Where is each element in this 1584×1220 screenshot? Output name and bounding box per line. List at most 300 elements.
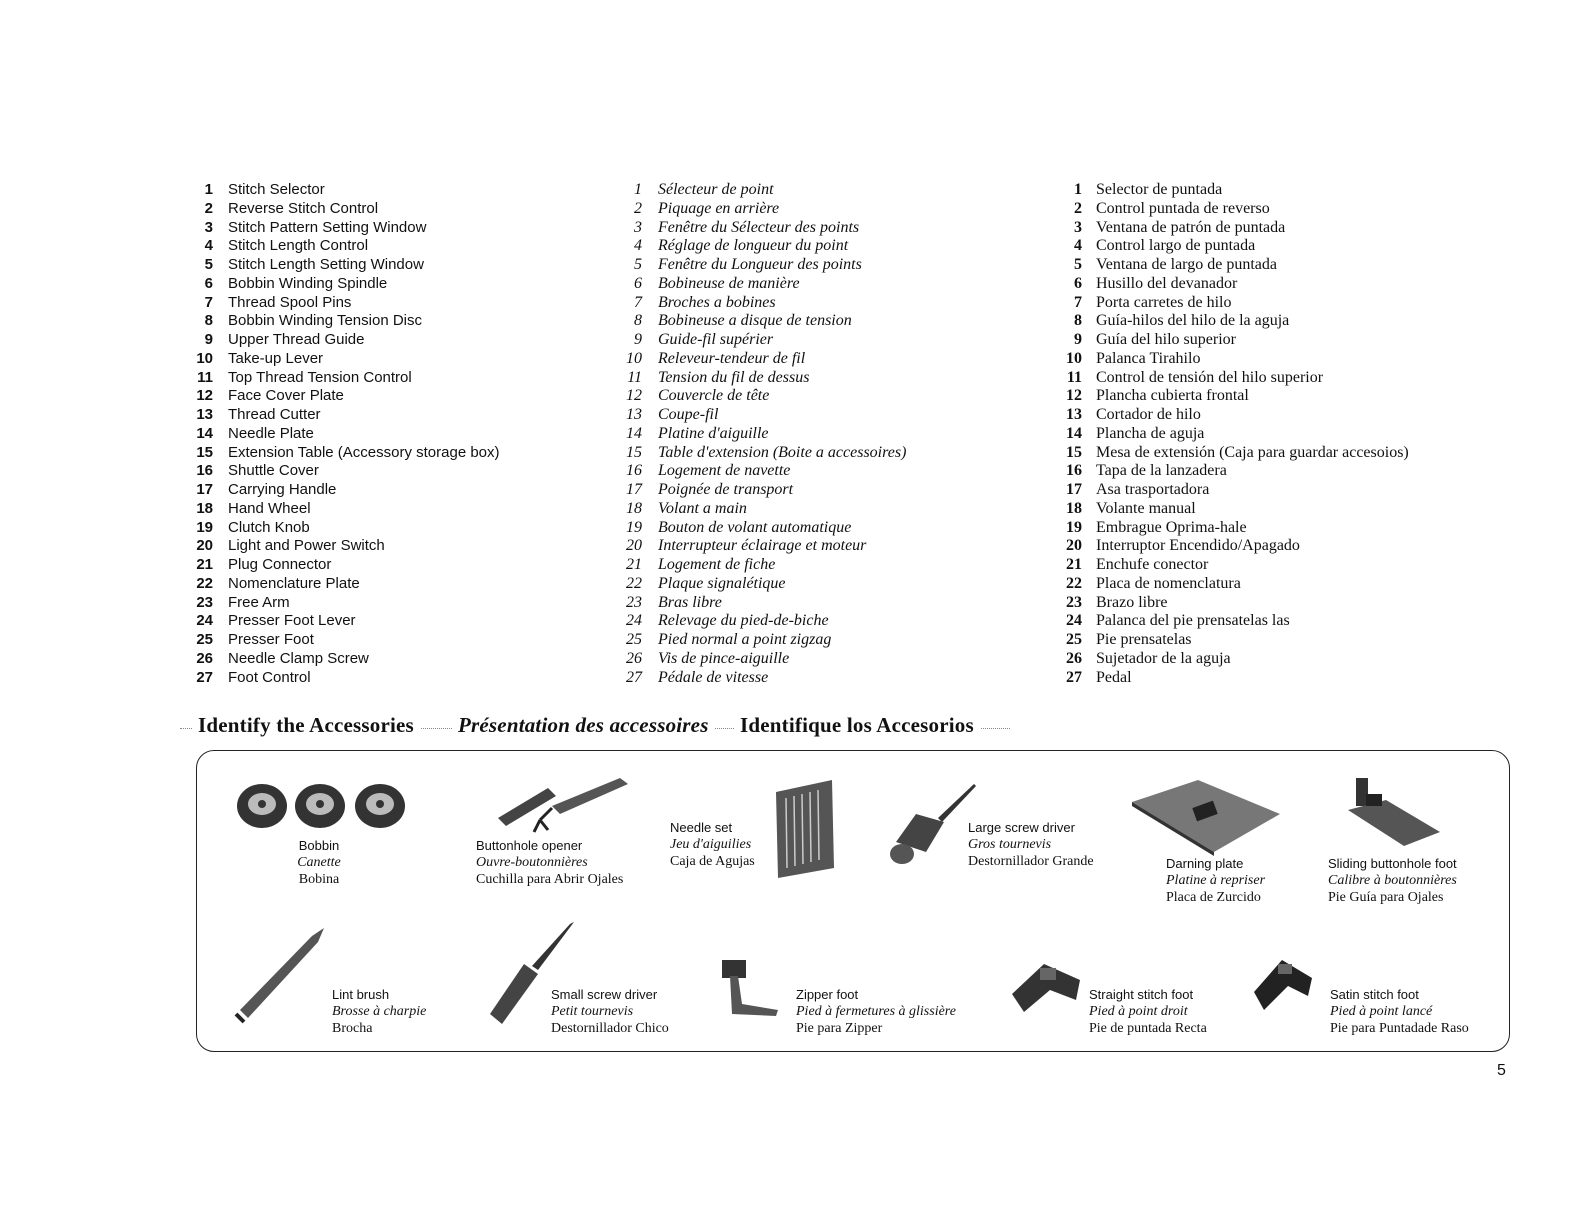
part-number: 7 bbox=[204, 293, 213, 311]
lint-brush-en: Lint brush bbox=[332, 987, 390, 1002]
lint-brush-illustration bbox=[234, 926, 330, 1024]
part-row bbox=[622, 500, 906, 519]
part-row bbox=[622, 631, 906, 650]
part-number: 20 bbox=[1066, 537, 1082, 555]
part-name: Free Arm bbox=[228, 593, 290, 611]
part-row bbox=[193, 331, 500, 350]
part-number: 11 bbox=[197, 368, 213, 386]
darning-plate-label bbox=[1166, 855, 1265, 906]
part-number: 26 bbox=[1066, 649, 1082, 667]
part-row bbox=[622, 237, 906, 256]
part-number: 3 bbox=[204, 218, 213, 236]
part-name: Reverse Stitch Control bbox=[228, 199, 379, 217]
part-number: 25 bbox=[1066, 631, 1082, 648]
part-row bbox=[193, 481, 500, 500]
part-number: 24 bbox=[626, 612, 642, 630]
part-number: 6 bbox=[204, 274, 213, 292]
part-name: Guía del hilo superior bbox=[1096, 331, 1236, 348]
part-number: 27 bbox=[626, 668, 642, 686]
part-row bbox=[193, 387, 500, 406]
part-name: Top Thread Tension Control bbox=[228, 368, 412, 386]
part-name: Tension du fil de dessus bbox=[658, 368, 810, 386]
part-number: 5 bbox=[204, 256, 213, 273]
part-name: Bobbin Winding Tension Disc bbox=[228, 312, 422, 330]
part-name: Piquage en arrière bbox=[658, 199, 780, 217]
part-number: 21 bbox=[1066, 556, 1082, 573]
part-number: 12 bbox=[626, 387, 642, 405]
part-number: 9 bbox=[634, 331, 642, 348]
satin-stitch-foot-en: Satin stitch foot bbox=[1330, 987, 1419, 1002]
part-number: 17 bbox=[626, 481, 642, 498]
part-name: Placa de nomenclatura bbox=[1096, 574, 1241, 592]
part-number: 1 bbox=[1074, 181, 1082, 198]
part-row bbox=[1060, 519, 1409, 538]
part-name: Foot Control bbox=[228, 668, 311, 686]
part-name: Pedal bbox=[1096, 668, 1132, 686]
needle-set-label bbox=[670, 819, 755, 870]
part-row bbox=[1060, 294, 1409, 313]
part-name: Shuttle Cover bbox=[228, 462, 319, 480]
bobbin-fr: Canette bbox=[297, 855, 341, 870]
needle-set-fr: Jeu d'aiguilies bbox=[670, 837, 752, 852]
part-number: 7 bbox=[1074, 293, 1082, 311]
part-number: 14 bbox=[1066, 424, 1082, 442]
part-number: 27 bbox=[196, 668, 213, 686]
part-name: Enchufe conector bbox=[1096, 556, 1209, 573]
part-number: 19 bbox=[196, 518, 213, 536]
part-row bbox=[193, 200, 500, 219]
part-number: 19 bbox=[1066, 518, 1082, 536]
part-row bbox=[622, 519, 906, 538]
part-name: Interrupteur éclairage et moteur bbox=[658, 537, 867, 555]
large-screwdriver-label bbox=[968, 819, 1094, 870]
part-name: Guía-hilos del hilo de la aguja bbox=[1096, 312, 1290, 330]
part-row bbox=[1060, 406, 1409, 425]
part-row bbox=[622, 481, 906, 500]
part-row bbox=[622, 331, 906, 350]
part-number: 8 bbox=[634, 312, 642, 330]
part-number: 15 bbox=[1066, 443, 1082, 461]
part-row bbox=[622, 369, 906, 388]
part-number: 22 bbox=[626, 574, 642, 592]
small-screwdriver-en: Small screw driver bbox=[551, 987, 658, 1002]
zipper-foot-fr: Pied à fermetures à glissière bbox=[796, 1004, 956, 1019]
sliding-buttonhole-foot-en: Sliding buttonhole foot bbox=[1328, 856, 1457, 871]
part-row bbox=[622, 350, 906, 369]
part-number: 13 bbox=[196, 406, 213, 423]
page-number: 5 bbox=[1497, 1062, 1506, 1079]
part-name: Upper Thread Guide bbox=[228, 331, 365, 348]
part-row bbox=[193, 519, 500, 538]
part-row bbox=[622, 462, 906, 481]
darning-plate-fr: Platine à repriser bbox=[1166, 873, 1266, 888]
part-name: Brazo libre bbox=[1096, 593, 1168, 611]
satin-stitch-foot-es: Pie para Puntadade Raso bbox=[1330, 1021, 1469, 1036]
part-row bbox=[193, 350, 500, 369]
part-name: Hand Wheel bbox=[228, 499, 311, 517]
part-name: Relevage du pied-de-biche bbox=[658, 612, 829, 630]
part-name: Interruptor Encendido/Apagado bbox=[1096, 537, 1300, 555]
part-row bbox=[1060, 481, 1409, 500]
needle-set-en: Needle set bbox=[670, 820, 733, 835]
part-name: Selector de puntada bbox=[1096, 181, 1223, 198]
satin-stitch-foot-illustration bbox=[1252, 956, 1316, 1012]
part-row bbox=[193, 312, 500, 331]
part-number: 6 bbox=[1074, 274, 1082, 292]
part-name: Control puntada de reverso bbox=[1096, 199, 1270, 217]
part-row bbox=[1060, 331, 1409, 350]
part-row bbox=[622, 669, 906, 688]
part-name: Carrying Handle bbox=[228, 481, 337, 498]
lint-brush-fr: Brosse à charpie bbox=[332, 1004, 427, 1019]
part-row bbox=[1060, 537, 1409, 556]
straight-stitch-foot-fr: Pied à point droit bbox=[1089, 1004, 1188, 1019]
part-row bbox=[1060, 369, 1409, 388]
part-number: 14 bbox=[626, 424, 642, 442]
part-row bbox=[622, 537, 906, 556]
part-name: Cortador de hilo bbox=[1096, 406, 1201, 423]
part-number: 8 bbox=[204, 312, 213, 330]
part-number: 10 bbox=[196, 349, 213, 367]
part-number: 3 bbox=[634, 218, 642, 236]
part-number: 15 bbox=[196, 443, 213, 461]
buttonhole-opener-es: Cuchilla para Abrir Ojales bbox=[476, 872, 624, 887]
part-name: Ventana de largo de puntada bbox=[1096, 256, 1277, 273]
heading-spanish: Identifique los Accesorios bbox=[734, 713, 980, 738]
part-name: Thread Cutter bbox=[228, 406, 321, 423]
part-name: Control largo de puntada bbox=[1096, 237, 1256, 255]
part-number: 18 bbox=[626, 499, 642, 517]
part-name: Plancha de aguja bbox=[1096, 424, 1205, 442]
part-number: 2 bbox=[1074, 199, 1082, 217]
part-row bbox=[622, 219, 906, 238]
buttonhole-opener-en: Buttonhole opener bbox=[476, 838, 583, 853]
part-row bbox=[622, 256, 906, 275]
needle-set-illustration bbox=[774, 778, 836, 880]
part-name: Palanca Tirahilo bbox=[1096, 349, 1201, 367]
part-row bbox=[1060, 425, 1409, 444]
small-screwdriver-fr: Petit tournevis bbox=[551, 1004, 634, 1019]
part-row bbox=[1060, 350, 1409, 369]
sliding-buttonhole-foot-label bbox=[1328, 855, 1457, 906]
part-name: Fenêtre du Sélecteur des points bbox=[658, 218, 860, 236]
part-row bbox=[193, 369, 500, 388]
part-row bbox=[1060, 200, 1409, 219]
straight-stitch-foot-es: Pie de puntada Recta bbox=[1089, 1021, 1207, 1036]
part-row bbox=[1060, 181, 1409, 200]
part-number: 24 bbox=[196, 612, 213, 630]
part-number: 16 bbox=[626, 462, 642, 480]
part-row bbox=[193, 275, 500, 294]
part-number: 22 bbox=[196, 574, 213, 592]
sliding-buttonhole-foot-fr: Calibre à boutonnières bbox=[1328, 873, 1457, 888]
part-number: 7 bbox=[634, 293, 642, 311]
zipper-foot-es: Pie para Zipper bbox=[796, 1021, 883, 1036]
satin-stitch-foot-label bbox=[1330, 986, 1469, 1037]
bobbin-illustration bbox=[236, 780, 412, 832]
part-number: 1 bbox=[634, 181, 642, 198]
sliding-buttonhole-foot-illustration bbox=[1346, 776, 1442, 854]
lint-brush-es: Brocha bbox=[332, 1021, 373, 1036]
small-screwdriver-es: Destornillador Chico bbox=[551, 1021, 669, 1036]
needle-set-es: Caja de Agujas bbox=[670, 854, 755, 869]
part-row bbox=[193, 556, 500, 575]
part-number: 4 bbox=[1074, 237, 1082, 255]
part-number: 6 bbox=[634, 274, 642, 292]
part-number: 10 bbox=[626, 349, 642, 367]
part-name: Stitch Selector bbox=[228, 181, 325, 198]
bobbin-en: Bobbin bbox=[298, 838, 340, 853]
part-name: Stitch Pattern Setting Window bbox=[228, 218, 427, 236]
part-name: Light and Power Switch bbox=[228, 537, 385, 555]
part-row bbox=[193, 594, 500, 613]
part-row bbox=[193, 575, 500, 594]
part-row bbox=[622, 387, 906, 406]
part-row bbox=[1060, 669, 1409, 688]
part-name: Coupe-fil bbox=[658, 406, 719, 423]
part-row bbox=[193, 650, 500, 669]
part-number: 5 bbox=[634, 256, 642, 273]
part-name: Volante manual bbox=[1096, 499, 1196, 517]
part-number: 2 bbox=[204, 199, 213, 217]
part-name: Logement de fiche bbox=[658, 556, 776, 573]
part-name: Control de tensión del hilo superior bbox=[1096, 368, 1324, 386]
part-row bbox=[622, 444, 906, 463]
part-row bbox=[193, 181, 500, 200]
part-name: Plaque signalétique bbox=[658, 574, 786, 592]
part-name: Palanca del pie prensatelas las bbox=[1096, 612, 1290, 630]
part-name: Needle Plate bbox=[228, 424, 314, 442]
part-number: 26 bbox=[196, 649, 213, 667]
parts-list-spanish bbox=[1060, 181, 1409, 687]
part-number: 8 bbox=[1074, 312, 1082, 330]
part-number: 17 bbox=[196, 481, 213, 498]
buttonhole-opener-label bbox=[476, 837, 623, 888]
part-name: Bobbin Winding Spindle bbox=[228, 274, 388, 292]
part-number: 15 bbox=[626, 443, 642, 461]
zipper-foot-label bbox=[796, 986, 956, 1037]
part-row bbox=[1060, 500, 1409, 519]
part-number: 25 bbox=[196, 631, 213, 648]
large-screwdriver-fr: Gros tournevis bbox=[968, 837, 1052, 852]
part-name: Volant a main bbox=[658, 499, 747, 517]
part-row bbox=[193, 256, 500, 275]
part-name: Plancha cubierta frontal bbox=[1096, 387, 1249, 405]
part-row bbox=[193, 294, 500, 313]
part-row bbox=[193, 237, 500, 256]
part-number: 17 bbox=[1066, 481, 1082, 498]
part-number: 20 bbox=[626, 537, 642, 555]
part-name: Fenêtre du Longueur des points bbox=[658, 256, 862, 273]
part-name: Extension Table (Accessory storage box) bbox=[228, 443, 500, 461]
part-row bbox=[622, 556, 906, 575]
part-row bbox=[193, 631, 500, 650]
accessories-headings bbox=[180, 713, 1010, 743]
large-screwdriver-en: Large screw driver bbox=[968, 820, 1075, 835]
part-number: 9 bbox=[204, 331, 213, 348]
part-name: Guide-fil supérier bbox=[658, 331, 774, 348]
part-row bbox=[193, 444, 500, 463]
part-name: Platine d'aiguille bbox=[658, 424, 769, 442]
zipper-foot-illustration bbox=[716, 958, 782, 1020]
part-name: Bobineuse de manière bbox=[658, 274, 800, 292]
part-number: 9 bbox=[1074, 331, 1082, 348]
part-number: 23 bbox=[626, 593, 642, 611]
part-name: Couvercle de tête bbox=[658, 387, 770, 405]
part-name: Tapa de la lanzadera bbox=[1096, 462, 1227, 480]
part-name: Sélecteur de point bbox=[658, 181, 774, 198]
part-number: 19 bbox=[626, 518, 642, 536]
satin-stitch-foot-fr: Pied à point lancé bbox=[1330, 1004, 1433, 1019]
part-row bbox=[622, 406, 906, 425]
part-name: Vis de pince-aiguille bbox=[658, 649, 790, 667]
bobbin-es: Bobina bbox=[298, 872, 340, 887]
part-name: Sujetador de la aguja bbox=[1096, 649, 1231, 667]
part-number: 11 bbox=[1066, 368, 1082, 386]
part-number: 27 bbox=[1066, 668, 1082, 686]
part-name: Broches a bobines bbox=[658, 293, 776, 311]
part-name: Porta carretes de hilo bbox=[1096, 293, 1232, 311]
part-row bbox=[622, 575, 906, 594]
part-number: 21 bbox=[626, 556, 642, 573]
part-name: Embrague Oprima-hale bbox=[1096, 518, 1247, 536]
parts-list-french bbox=[622, 181, 906, 687]
bobbin-label bbox=[276, 837, 362, 888]
part-row bbox=[622, 612, 906, 631]
part-number: 16 bbox=[1066, 462, 1082, 480]
part-name: Nomenclature Plate bbox=[228, 574, 360, 592]
part-number: 14 bbox=[196, 424, 213, 442]
part-name: Clutch Knob bbox=[228, 518, 310, 536]
part-row bbox=[1060, 631, 1409, 650]
large-screwdriver-illustration bbox=[886, 782, 978, 868]
part-name: Poignée de transport bbox=[658, 481, 794, 498]
zipper-foot-en: Zipper foot bbox=[796, 987, 859, 1002]
part-number: 18 bbox=[1066, 499, 1082, 517]
part-name: Bouton de volant automatique bbox=[658, 518, 852, 536]
part-row bbox=[193, 462, 500, 481]
part-row bbox=[1060, 237, 1409, 256]
part-row bbox=[193, 406, 500, 425]
part-name: Table d'extension (Boite a accessoires) bbox=[658, 443, 907, 461]
part-row bbox=[193, 669, 500, 688]
part-row bbox=[1060, 462, 1409, 481]
part-number: 12 bbox=[196, 387, 213, 405]
part-number: 23 bbox=[196, 593, 213, 611]
heading-english: Identify the Accessories bbox=[192, 713, 420, 738]
part-name: Stitch Length Control bbox=[228, 237, 369, 255]
darning-plate-illustration bbox=[1130, 778, 1282, 856]
part-name: Ventana de patrón de puntada bbox=[1096, 218, 1286, 236]
part-row bbox=[622, 594, 906, 613]
part-row bbox=[622, 275, 906, 294]
part-name: Asa trasportadora bbox=[1096, 481, 1210, 498]
part-row bbox=[1060, 256, 1409, 275]
part-name: Pédale de vitesse bbox=[658, 668, 769, 686]
straight-stitch-foot-en: Straight stitch foot bbox=[1089, 987, 1194, 1002]
part-row bbox=[622, 181, 906, 200]
part-number: 20 bbox=[196, 537, 213, 555]
part-row bbox=[193, 612, 500, 631]
part-number: 4 bbox=[634, 237, 642, 255]
small-screwdriver-label bbox=[551, 986, 669, 1037]
part-name: Pied normal a point zigzag bbox=[658, 631, 832, 648]
part-row bbox=[1060, 556, 1409, 575]
part-number: 13 bbox=[1066, 406, 1082, 423]
part-name: Pie prensatelas bbox=[1096, 631, 1192, 648]
large-screwdriver-es: Destornillador Grande bbox=[968, 854, 1094, 869]
part-number: 2 bbox=[634, 199, 642, 217]
part-number: 12 bbox=[1066, 387, 1082, 405]
part-name: Mesa de extensión (Caja para guardar accesoios) bbox=[1096, 443, 1409, 461]
straight-stitch-foot-illustration bbox=[1010, 960, 1086, 1014]
part-number: 3 bbox=[1074, 218, 1082, 236]
part-number: 16 bbox=[196, 462, 213, 480]
part-row bbox=[193, 425, 500, 444]
heading-french: Présentation des accessoires bbox=[452, 713, 715, 738]
part-row bbox=[622, 312, 906, 331]
part-row bbox=[622, 425, 906, 444]
part-name: Bobineuse a disque de tension bbox=[658, 312, 852, 330]
buttonhole-opener-fr: Ouvre-boutonnières bbox=[476, 855, 588, 870]
part-number: 22 bbox=[1066, 574, 1082, 592]
part-row bbox=[1060, 575, 1409, 594]
part-row bbox=[622, 650, 906, 669]
darning-plate-en: Darning plate bbox=[1166, 856, 1244, 871]
part-number: 4 bbox=[204, 237, 213, 255]
part-row bbox=[1060, 650, 1409, 669]
part-row bbox=[1060, 219, 1409, 238]
part-number: 5 bbox=[1074, 256, 1082, 273]
part-name: Presser Foot bbox=[228, 631, 314, 648]
part-name: Logement de navette bbox=[658, 462, 791, 480]
part-number: 21 bbox=[196, 556, 213, 573]
part-number: 23 bbox=[1066, 593, 1082, 611]
part-row bbox=[1060, 612, 1409, 631]
part-number: 11 bbox=[627, 368, 642, 386]
part-name: Take-up Lever bbox=[228, 349, 324, 367]
part-name: Face Cover Plate bbox=[228, 387, 344, 405]
buttonhole-opener-illustration bbox=[490, 772, 632, 834]
straight-stitch-foot-label bbox=[1089, 986, 1207, 1037]
part-row bbox=[622, 200, 906, 219]
part-row bbox=[193, 219, 500, 238]
darning-plate-es: Placa de Zurcido bbox=[1166, 890, 1261, 905]
part-row bbox=[622, 294, 906, 313]
sliding-buttonhole-foot-es: Pie Guía para Ojales bbox=[1328, 890, 1444, 905]
part-name: Presser Foot Lever bbox=[228, 612, 356, 630]
part-row bbox=[1060, 387, 1409, 406]
part-name: Réglage de longueur du point bbox=[658, 237, 849, 255]
part-name: Stitch Length Setting Window bbox=[228, 256, 424, 273]
part-row bbox=[1060, 275, 1409, 294]
part-number: 10 bbox=[1066, 349, 1082, 367]
part-name: Plug Connector bbox=[228, 556, 332, 573]
part-number: 26 bbox=[626, 649, 642, 667]
part-number: 24 bbox=[1066, 612, 1082, 630]
part-row bbox=[193, 500, 500, 519]
part-number: 25 bbox=[626, 631, 642, 648]
part-row bbox=[1060, 312, 1409, 331]
part-name: Husillo del devanador bbox=[1096, 274, 1238, 292]
part-name: Thread Spool Pins bbox=[228, 293, 352, 311]
part-number: 1 bbox=[204, 181, 213, 198]
part-row bbox=[193, 537, 500, 556]
lint-brush-label bbox=[332, 986, 426, 1037]
part-name: Bras libre bbox=[658, 593, 722, 611]
parts-list-english bbox=[193, 181, 500, 687]
part-row bbox=[1060, 444, 1409, 463]
